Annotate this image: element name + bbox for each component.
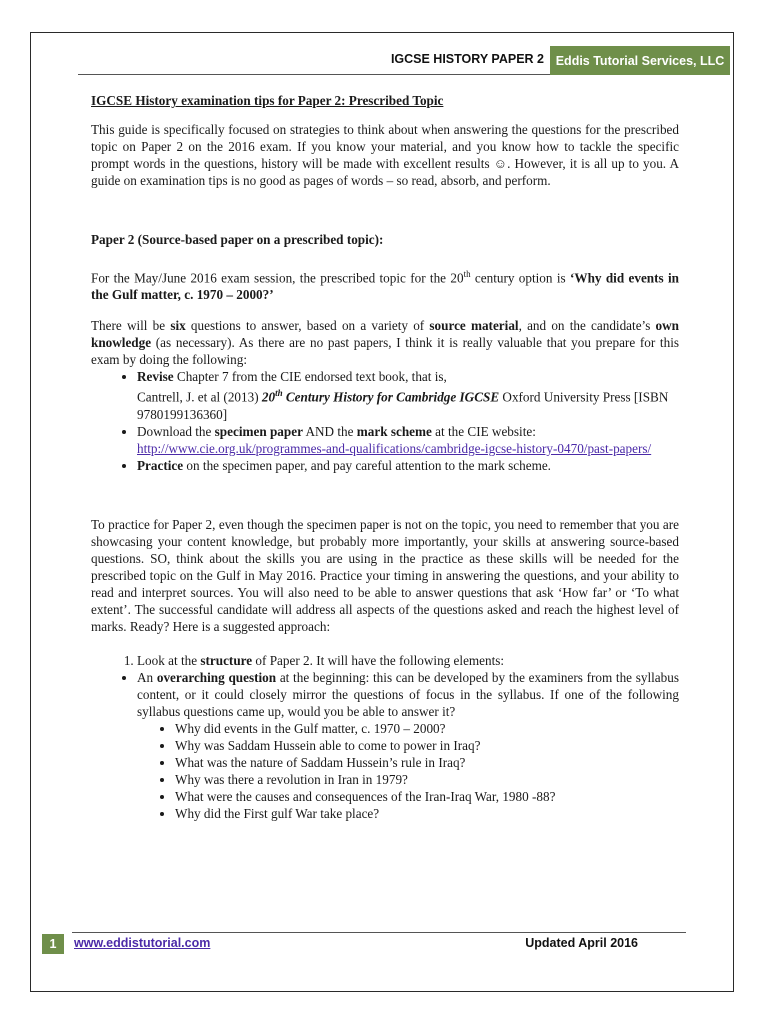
overarching-list — [91, 669, 679, 720]
list-item — [137, 423, 679, 457]
practice-label: Practice — [137, 457, 184, 473]
overarching-text-2: at the beginning: this can be developed by the examiners from the syllabus content, or it could closely mirror the questions of focus in the syllabus. If one of the following syllabus questions came up, would you be able to answer it? — [137, 669, 679, 719]
list-item — [137, 457, 679, 474]
structure-emphasis: structure — [200, 652, 253, 668]
session-text-2: century option is — [470, 270, 570, 286]
download-text-1: Download the — [137, 423, 215, 439]
citation-authors: Cantrell, J. et al (2013) — [137, 389, 262, 405]
questions-text-1: There will be — [91, 318, 171, 334]
citation-title-sup: th — [275, 388, 283, 399]
list-item: • What were the causes and consequences of the Iran-Iraq War, 1980 -88? — [175, 788, 679, 805]
header-badge: Eddis Tutorial Services, LLC — [550, 46, 730, 75]
six-emphasis: six — [170, 318, 186, 334]
questions-text-4: (as necessary). As there are no past papers, I think it is really valuable that you prepare for this exam by doing the following: — [91, 335, 679, 368]
document-title — [91, 92, 679, 109]
practice-paragraph: To practice for Paper 2, even though the specimen paper is not on the topic, you need to remember that you are showcasing your content knowledge, but probably more importantly, your skills at answering source-based questions. SO, think about the skills you are using in the practice as these skills will be needed for the prescribed topic on the Gulf in May 2016. Practice your timing in answering the questions, and your ability to read and interpret sources. You will also need to be able to answer questions that ask ‘How far’ or ‘To what extent’. The successful candidate will address all aspects of the questions asked and reach the highest level of marks. Ready? Here is a suggested approach: — [91, 516, 679, 634]
overarching-text-1: An — [137, 669, 157, 685]
intro-paragraph: This guide is specifically focused on strategies to think about when answering the questions for the prescribed topic on Paper 2 on the 2016 exam. If you know your material, and you know how to tackle the specific prompt words in the questions, history will be made with excellent results ☺. However, it is all up to you. A guide on examination tips is no good as pages of words – so read, absorb, and perform. — [91, 122, 679, 188]
session-topic: ‘Why did events in the Gulf matter, c. 1970 – 2000?’ — [91, 270, 679, 303]
prep-bullet-list — [91, 368, 679, 473]
questions-text-2: questions to answer, based on a variety of — [185, 318, 430, 334]
citation-publisher: Oxford University Press [ISBN 9780199136360] — [137, 389, 669, 422]
citation-title: Century History for Cambridge IGCSE — [282, 389, 500, 405]
structure-text-1: Look at the — [137, 652, 201, 668]
list-item: • Why did the First gulf War take place? — [175, 805, 679, 822]
practice-text: on the specimen paper, and pay careful attention to the mark scheme. — [183, 457, 551, 473]
questions-paragraph — [91, 317, 679, 368]
list-item — [137, 669, 679, 720]
list-item — [137, 368, 679, 422]
specimen-paper-emphasis: specimen paper — [214, 423, 303, 439]
download-text-2: AND the — [302, 423, 357, 439]
list-item: • Why was Saddam Hussein able to come to power in Iraq? — [175, 737, 679, 754]
own-knowledge-emphasis: own knowledge — [91, 318, 679, 351]
session-paragraph — [91, 266, 679, 303]
overarching-label: overarching question — [156, 669, 277, 685]
footer-website-link[interactable]: www.eddistutorial.com — [74, 936, 211, 950]
section-heading: Paper 2 (Source-based paper on a prescribed topic): — [91, 232, 384, 247]
footer-updated-date: Updated April 2016 — [525, 936, 638, 950]
header-rule — [78, 74, 552, 75]
syllabus-questions-list — [91, 720, 679, 822]
list-item: • Why did events in the Gulf matter, c. 1970 – 2000? — [175, 720, 679, 737]
questions-text-3: , and on the candidate’s — [518, 318, 656, 334]
citation-title-num: 20 — [261, 389, 276, 405]
mark-scheme-emphasis: mark scheme — [356, 423, 432, 439]
footer-rule — [72, 932, 686, 933]
document-title-text: IGCSE History examination tips for Paper 2: Prescribed Topic — [91, 93, 444, 108]
cie-website-link[interactable]: http://www.cie.org.uk/programmes-and-qualifications/cambridge-igcse-history-0470/past-papers/ — [137, 440, 652, 456]
structure-text-2: of Paper 2. It will have the following elements: — [252, 652, 505, 668]
revise-label: Revise — [137, 369, 174, 385]
page-footer — [42, 932, 694, 956]
structure-list — [91, 652, 679, 669]
page-header — [78, 46, 730, 76]
source-material-emphasis: source material — [429, 318, 519, 334]
list-item: • What was the nature of Saddam Hussein’s rule in Iraq? — [175, 754, 679, 771]
list-item — [137, 652, 679, 669]
page-number: 1 — [42, 934, 64, 954]
document-body — [91, 92, 679, 822]
session-sup: th — [463, 269, 471, 279]
download-text-3: at the CIE website: — [431, 423, 536, 439]
revise-text: Chapter 7 from the CIE endorsed text book, that is, — [173, 369, 447, 385]
header-title: IGCSE HISTORY PAPER 2 — [390, 52, 544, 66]
list-item: • Why was there a revolution in Iran in 1979? — [175, 771, 679, 788]
session-text: For the May/June 2016 exam session, the prescribed topic for the 20 — [91, 270, 464, 286]
